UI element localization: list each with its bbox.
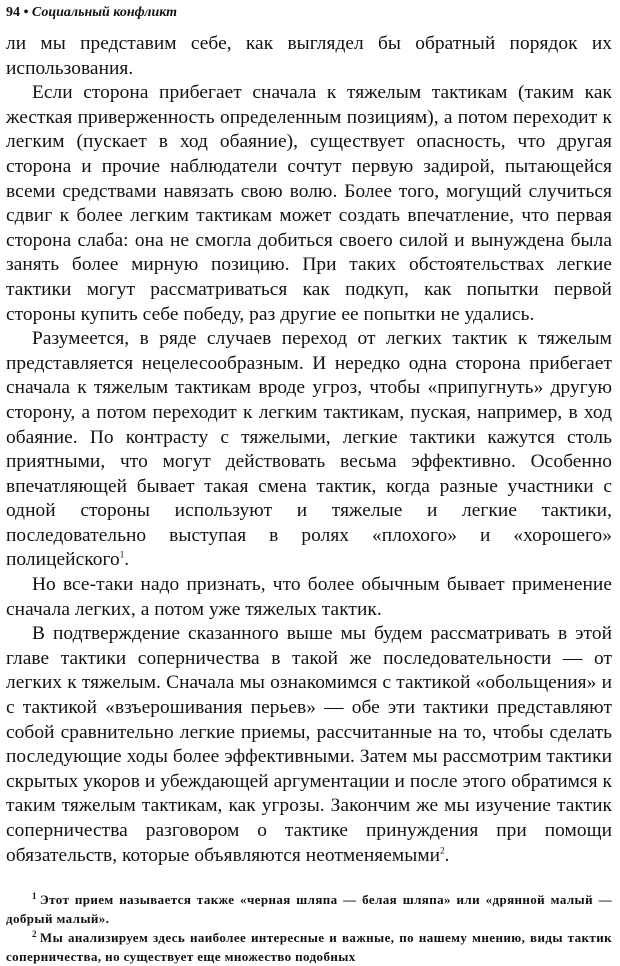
running-title: Социальный конфликт: [31, 5, 178, 20]
header-separator: •: [23, 5, 29, 20]
footnote: $^1$ Этот прием называется также «черная шляпа — белая шляпа» или «дрянной малый — добрый малый».: [6, 890, 612, 927]
paragraph: ли мы представим себе, как выглядел бы обратный порядок их использования.: [6, 33, 612, 79]
paragraph: В подтверждение сказанного выше мы будем рассматривать в этой главе тактики соперничества в такой же последовательности — от легких к тяжелым. Сначала мы ознакомимся с тактикой «обольщения» и с тактикой «взъерошивания перьев» — обе эти тактики представляют собой сравнительно легкие приемы, рассчитанные на то, чтобы сделать последующие ходы более эффективными. Затем мы рассмотрим тактики скрытых укоров и убеждающей аргументации и после этого обратимся к таким тяжелым тактикам, как угрозы. Закончим же мы изучение тактик соперничества разговором о тактике принуждения при помощи обязательств, которые объявляются неотменяемыми$^2$.: [6, 623, 612, 866]
body-text: [6, 32, 612, 868]
page-number: 94: [6, 5, 20, 20]
footnote-ref: 2: [440, 845, 445, 856]
footnotes: [6, 890, 612, 966]
running-header: [6, 4, 612, 22]
footnote: $^2$ Мы анализируем здесь наиболее интересные и важные, по нашему мнению, виды тактик соперничества, но существует еще множество подобных: [6, 928, 612, 965]
paragraph: Но все-таки надо признать, что более обычным бывает применение сначала легких, а потом уже тяжелых тактик.: [6, 574, 612, 620]
footnote-ref: 1: [119, 550, 125, 560]
paragraph: Если сторона прибегает сначала к тяжелым тактикам (таким как жесткая приверженность определенным позициям), а потом переходит к легким (пускает в ход обаяние), существует опасность, что другая сторона и прочие наблюдатели сочтут первую задирой, пытающейся всеми средствами навязать свою волю. Более того, могущий случиться сдвиг к более легким тактикам может создать впечатление, что первая сторона слаба: она не смогла добиться своего силой и вынуждена была занять более мирную позицию. При таких обстоятельствах легкие тактики могут рассматриваться как подкуп, как попытки первой стороны купить себе победу, раз другие ее попытки не удались.: [6, 82, 612, 325]
paragraph: Разумеется, в ряде случаев переход от легких тактик к тяжелым представляется нецелесообразным. И нередко одна сторона прибегает сначала к тяжелым тактикам вроде угроз, чтобы «припугнуть» другую сторону, а потом переходит к легким тактикам, пуская, например, в ход обаяние. По контрасту с тяжелыми, легкие тактики кажутся столь приятными, что могут действовать весьма эффективно. Особенно впечатляющей бывает такая смена тактик, когда разные участники с одной стороны используют и тяжелые и легкие тактики, последовательно выступая в ролях «плохого» и «хорошего» полицейского$^1$.: [6, 328, 612, 571]
